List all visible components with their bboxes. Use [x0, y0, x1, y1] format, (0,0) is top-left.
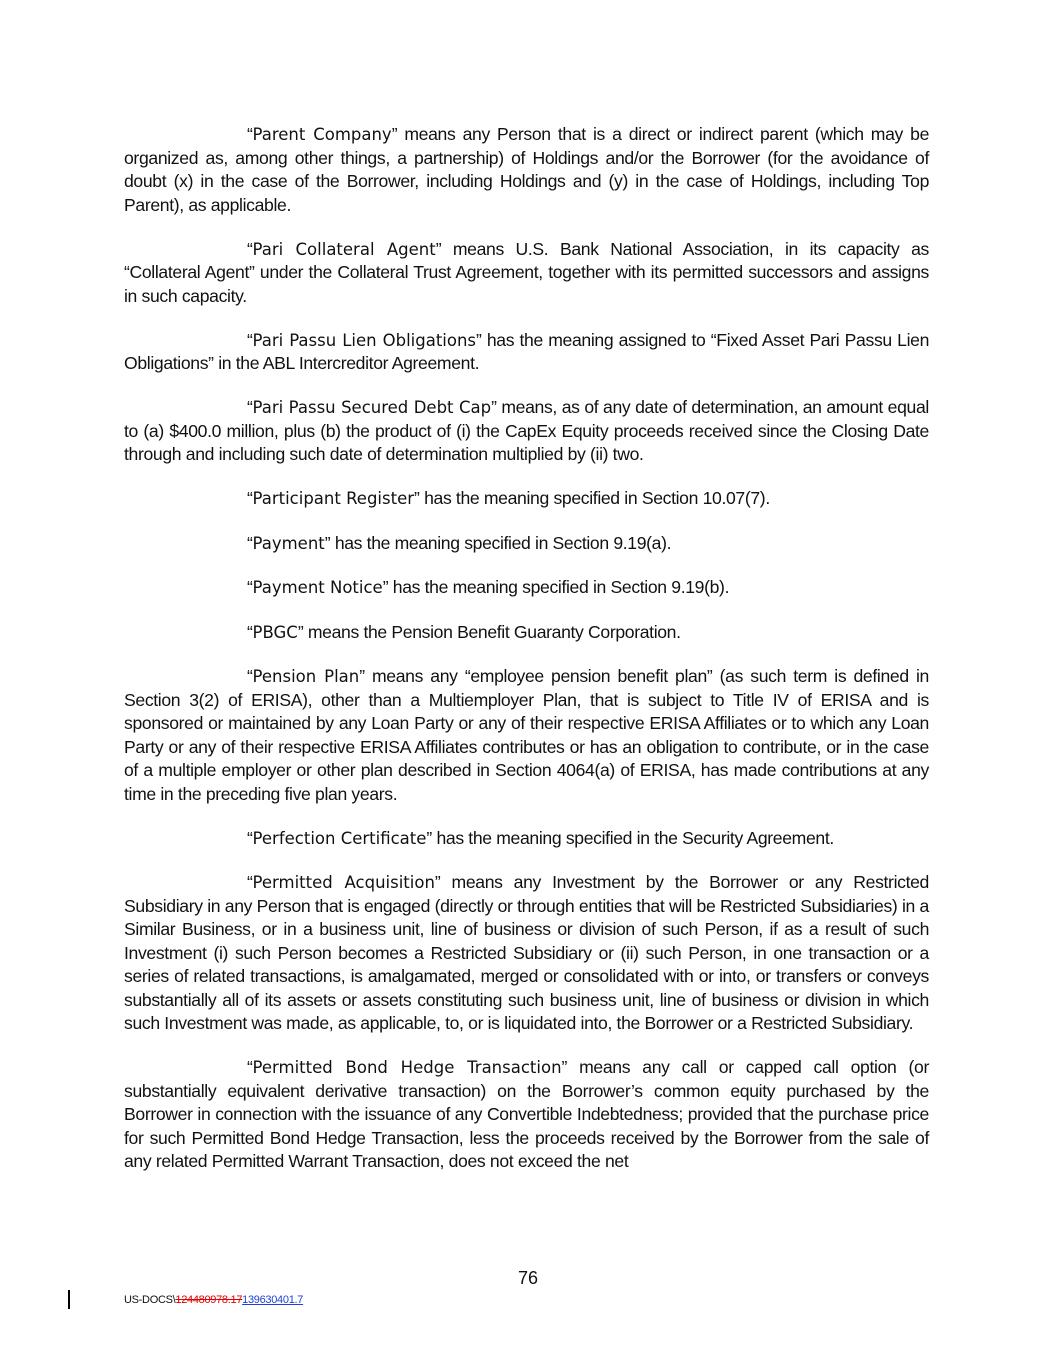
- definition-participant-register: “Participant Register” has the meaning specified in Section 10.07(7).: [247, 488, 770, 508]
- footer-inserted-id: 139630401.7: [242, 1294, 304, 1306]
- page-number: 76: [517, 1268, 539, 1288]
- definition-text: ” means any “employee pension benefit plan” (as such term is defined in Section 3(2) of ERISA), other than a Multiemployer Plan, that is subject to Title IV of ERISA and is sponsored or maintained by any Loan Party or any of their respective ERISA Affiliates or to which any Loan Party or any of their respective ERISA Affiliates contributes or has an obligation to contribute, or in the case of a multiple employer or other plan described in Section 4064(a) of ERISA, has made contributions at any time in the preceding five plan years.: [124, 666, 929, 804]
- definition-text: ” means U.S. Bank National Association, in its capacity as “Collateral Agent” under the Collateral Trust Agreement, together with its permitted successors and assigns in such capacity.: [124, 238, 929, 306]
- definition-payment: “Payment” has the meaning specified in Section 9.19(a).: [247, 532, 672, 553]
- definition-pari-passu-lien-obligations: “Pari Passu Lien Obligations” has the meaning assigned to “Fixed Asset Pari Passu Lien Obligations” in the ABL Intercreditor Agreement.: [124, 329, 930, 373]
- definition-text: ” means the Pension Benefit Guaranty Corporation.: [297, 621, 681, 642]
- definition-text: ” means any Person that is a direct or indirect parent (which may be organized as, among other things, a partnership) of Holdings and/or the Borrower (for the avoidance of doubt (x) in the case of the Borrower, including Holdings and (y) in the case of Holdings, including Top Parent), as applicable.: [124, 124, 930, 215]
- defined-term: Parent Company: [252, 125, 392, 144]
- definition-text: ” has the meaning specified in Section 10.07(7).: [414, 488, 770, 508]
- defined-term: Pension Plan: [252, 667, 360, 686]
- document-footer-id: [124, 1294, 303, 1306]
- defined-term: Participant Register: [252, 489, 415, 508]
- definition-payment-notice: “Payment Notice” has the meaning specified in Section 9.19(b).: [247, 577, 730, 597]
- definition-text: ” has the meaning specified in Section 9.19(a).: [324, 532, 672, 553]
- defined-term: Payment: [252, 533, 325, 553]
- defined-term: Perfection Certificate: [252, 828, 427, 848]
- defined-term: Payment Notice: [252, 578, 383, 597]
- definition-text: ” has the meaning specified in Section 9.19(b).: [382, 577, 730, 597]
- defined-term: Pari Passu Secured Debt Cap: [252, 398, 492, 417]
- defined-term: Pari Passu Lien Obligations: [252, 330, 477, 350]
- definition-pension-plan: “Pension Plan” means any “employee pension benefit plan” (as such term is defined in Section 3(2) of ERISA), other than a Multiemployer Plan, that is subject to Title IV of ERISA and is sponsored or maintained by any Loan Party or any of their respective ERISA Affiliates or to which any Loan Party or any of their respective ERISA Affiliates contributes or has an obligation to contribute, or in the case of a multiple employer or other plan described in Section 4064(a) of ERISA, has made contributions at any time in the preceding five plan years.: [124, 666, 929, 804]
- definition-parent-company: “Parent Company” means any Person that is a direct or indirect parent (which may be organized as, among other things, a partnership) of Holdings and/or the Borrower (for the avoidance of doubt (x) in the case of the Borrower, including Holdings and (y) in the case of Holdings, including Top Parent), as applicable.: [124, 124, 930, 215]
- definition-pari-collateral-agent: “Pari Collateral Agent” means U.S. Bank National Association, in its capacity as “Collateral Agent” under the Collateral Trust Agreement, together with its permitted successors and assigns in such capacity.: [124, 238, 929, 306]
- document-body: [124, 123, 929, 1194]
- footer-prefix: US-DOCS\: [124, 1294, 176, 1306]
- definition-perfection-certificate: “Perfection Certificate” has the meaning specified in the Security Agreement.: [247, 827, 834, 848]
- defined-term: Permitted Bond Hedge Transaction: [252, 1058, 562, 1077]
- definition-permitted-bond-hedge-transaction: “Permitted Bond Hedge Transaction” means any call or capped call option (or substantially equivalent derivative transaction) on the Borrower’s common equity purchased by the Borrower in connection with the issuance of any Convertible Indebtedness; provided that the purchase price for such Permitted Bond Hedge Transaction, less the proceeds received by the Borrower from the sale of any related Permitted Warrant Transaction, does not exceed the net: [124, 1057, 929, 1171]
- definition-text: ” means any call or capped call option (or substantially equivalent derivative transaction) on the Borrower’s common equity purchased by the Borrower in connection with the issuance of any Convertible Indebtedness; provided that the purchase price for such Permitted Bond Hedge Transaction, less the proceeds received by the Borrower from the sale of any related Permitted Warrant Transaction, does not exceed the net: [124, 1057, 929, 1171]
- definition-permitted-acquisition: “Permitted Acquisition” means any Investment by the Borrower or any Restricted Subsidiary in any Person that is engaged (directly or through entities that will be Restricted Subsidiaries) in a Similar Business, or in a business unit, line of business or division of such Person, if as a result of such Investment (i) such Person becomes a Restricted Subsidiary or (ii) such Person, in one transaction or a series of related transactions, is amalgamated, merged or consolidated with or into, or transfers or conveys substantially all of its assets or assets constituting such business unit, line of business or division in which such Investment was made, as applicable, to, or is liquidated into, the Borrower or a Restricted Subsidiary.: [124, 872, 929, 1033]
- defined-term: PBGC: [252, 622, 298, 642]
- definition-pari-passu-secured-debt-cap: “Pari Passu Secured Debt Cap” means, as of any date of determination, an amount equal to (a) $400.0 million, plus (b) the product of (i) the CapEx Equity proceeds received since the Closing Date through and including such date of determination multiplied by (ii) two.: [124, 397, 929, 464]
- definition-text: ” means, as of any date of determination, an amount equal to (a) $400.0 million, plus (b) the product of (i) the CapEx Equity proceeds received since the Closing Date through and including such date of determination multiplied by (ii) two.: [124, 397, 929, 464]
- definition-text: ” has the meaning assigned to “Fixed Asset Pari Passu Lien Obligations” in the ABL Intercreditor Agreement.: [124, 329, 930, 373]
- definition-text: ” means any Investment by the Borrower or any Restricted Subsidiary in any Person that is engaged (directly or through entities that will be Restricted Subsidiaries) in a Similar Business, or in a business unit, line of business or division of such Person, if as a result of such Investment (i) such Person becomes a Restricted Subsidiary or (ii) such Person, in one transaction or a series of related transactions, is amalgamated, merged or consolidated with or into, or transfers or conveys substantially all of its assets or assets constituting such business unit, line of business or division in which such Investment was made, as applicable, to, or is liquidated into, the Borrower or a Restricted Subsidiary.: [124, 872, 929, 1033]
- revision-change-bar: [68, 1290, 70, 1309]
- definition-pbgc: “PBGC” means the Pension Benefit Guaranty Corporation.: [247, 621, 681, 642]
- definition-text: ” has the meaning specified in the Security Agreement.: [426, 827, 834, 848]
- defined-term: Pari Collateral Agent: [252, 239, 436, 259]
- footer-deleted-id: 124480978.17: [175, 1294, 243, 1306]
- defined-term: Permitted Acquisition: [252, 873, 435, 892]
